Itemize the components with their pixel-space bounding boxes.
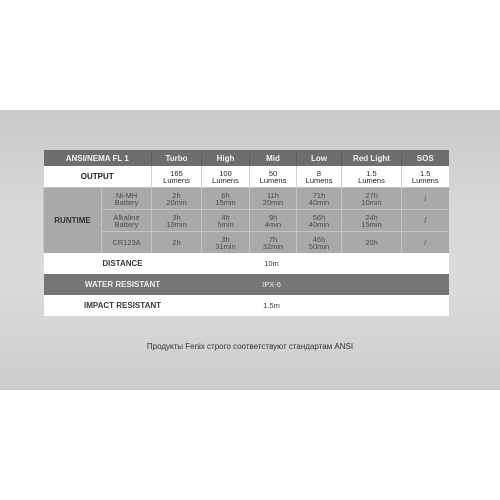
impact-value: 1.5m <box>202 295 342 316</box>
battery-label: CR123A <box>102 232 152 254</box>
water-row <box>44 274 449 295</box>
mode-sos-header: SOS <box>402 150 449 166</box>
battery-label: Alkaline Battery <box>102 210 152 232</box>
battery-label: Ni-MH Battery <box>102 188 152 210</box>
runtime-cell: / <box>402 188 449 210</box>
caption: Продукты Fenix строго соответствуют стандартам ANSI <box>146 342 354 351</box>
runtime-cell: / <box>402 210 449 232</box>
mode-turbo-header: Turbo <box>152 150 202 166</box>
mode-mid-header: Mid <box>250 150 297 166</box>
output-row <box>44 166 449 188</box>
runtime-label: RUNTIME <box>44 188 102 254</box>
distance-value: 10m <box>202 253 342 274</box>
runtime-cell: 3h 10min <box>152 210 202 232</box>
runtime-cell: 20h <box>342 232 402 254</box>
runtime-cell: 4h 5min <box>202 210 250 232</box>
output-cell: 165 Lumens <box>152 166 202 188</box>
output-cell: 1.5 Lumens <box>402 166 449 188</box>
runtime-cell: 7h 32min <box>250 232 297 254</box>
impact-row <box>44 295 449 316</box>
runtime-cell: 2h <box>152 232 202 254</box>
impact-label: IMPACT RESISTANT <box>44 295 202 316</box>
water-value: IPX-6 <box>202 274 342 295</box>
header-row <box>44 150 449 166</box>
mode-red-light-header: Red Light <box>342 150 402 166</box>
mode-high-header: High <box>202 150 250 166</box>
mode-low-header: Low <box>297 150 342 166</box>
runtime-cell: 56h 40min <box>297 210 342 232</box>
runtime-cell: 3h 31min <box>202 232 250 254</box>
distance-row <box>44 253 449 274</box>
output-cell: 100 Lumens <box>202 166 250 188</box>
output-cell: 1.5 Lumens <box>342 166 402 188</box>
model-header: ANSI/NEMA FL 1 <box>44 150 152 166</box>
runtime-cell: 46h 50min <box>297 232 342 254</box>
runtime-cell: 9h 4min <box>250 210 297 232</box>
runtime-cell: / <box>402 232 449 254</box>
runtime-row-alkaline <box>44 210 449 232</box>
runtime-cell: 6h 15min <box>202 188 250 210</box>
spec-table <box>43 150 449 316</box>
water-label: WATER RESISTANT <box>44 274 202 295</box>
runtime-cell: 11h 20min <box>250 188 297 210</box>
runtime-cell: 71h 40min <box>297 188 342 210</box>
runtime-cell: 2h 20min <box>152 188 202 210</box>
runtime-cell: 24h 15min <box>342 210 402 232</box>
distance-label: DISTANCE <box>44 253 202 274</box>
runtime-cell: 27h 10min <box>342 188 402 210</box>
output-cell: 8 Lumens <box>297 166 342 188</box>
output-label: OUTPUT <box>44 166 152 188</box>
runtime-row-nimh <box>44 188 449 210</box>
output-cell: 50 Lumens <box>250 166 297 188</box>
runtime-row-cr123a <box>44 232 449 254</box>
